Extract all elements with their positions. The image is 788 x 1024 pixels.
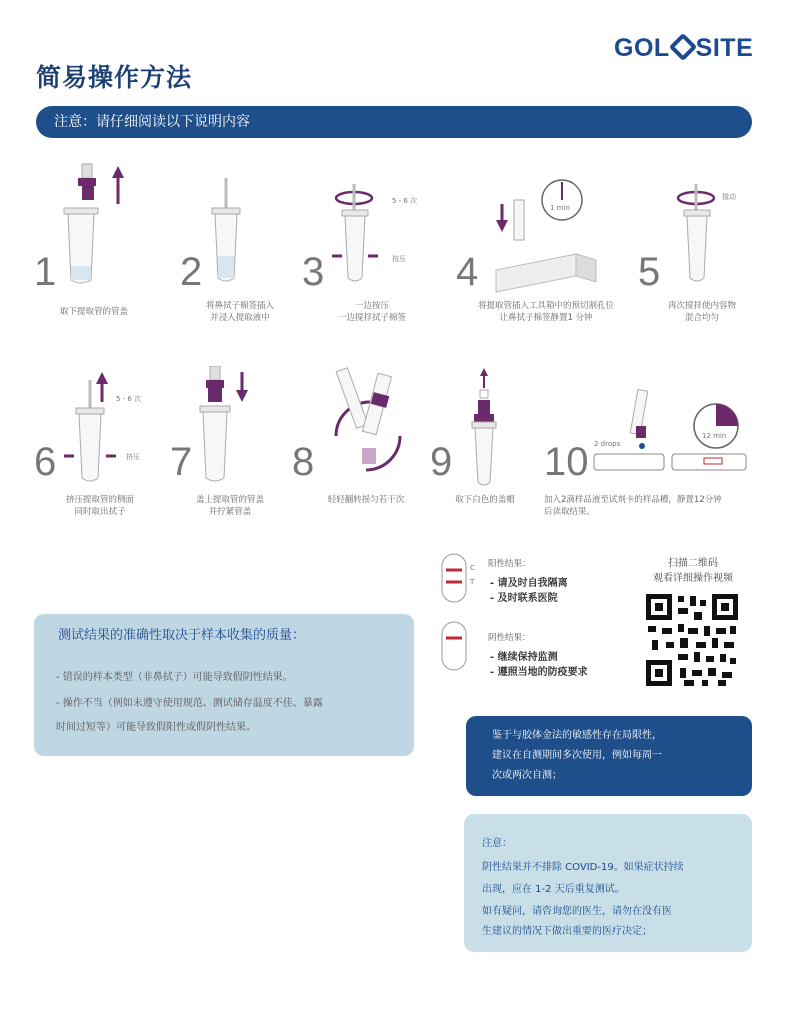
step-6 xyxy=(30,366,180,546)
caution-line: 出现，应在 1-2 天后重复测试。 xyxy=(482,884,625,895)
notice-banner: 注意：请仔细阅读以下说明内容 xyxy=(36,106,752,138)
step-number: 7 xyxy=(170,440,193,484)
positive-label: 阳性结果： xyxy=(488,559,531,569)
step-caption: 将鼻拭子棉签插入 并浸入提取液中 xyxy=(205,301,274,323)
qr-caption: 扫描二维码 观看详细操作视频 xyxy=(653,558,733,584)
result-cassette-illustrations xyxy=(436,552,475,672)
caution-line: 生建议的情况下做出重要的医疗决定； xyxy=(482,926,652,937)
step-5 xyxy=(636,160,766,340)
accuracy-info-box xyxy=(34,614,414,756)
step-caption: 再次搅拌使内容物 混合均匀 xyxy=(667,301,736,323)
step-number: 9 xyxy=(430,440,453,484)
step-caption: 轻轻翻转摇匀若干次 xyxy=(327,495,405,505)
sensitivity-info-box xyxy=(466,716,752,796)
accuracy-line: 时间过短等）可能导致假阳性或假阴性结果。 xyxy=(56,722,256,733)
step-8 xyxy=(290,366,440,546)
step-note-drops: 2 drops xyxy=(594,440,621,448)
step-4 xyxy=(456,160,636,340)
marker-t: T xyxy=(470,578,475,586)
positive-item: - 及时联系医院 xyxy=(490,593,558,604)
logo-text-left: GOL xyxy=(614,34,670,62)
step-number: 6 xyxy=(34,440,57,484)
step-number: 1 xyxy=(34,250,57,294)
negative-item: - 遵照当地的防疫要求 xyxy=(490,667,588,678)
negative-label: 阴性结果： xyxy=(488,633,531,643)
step-10 xyxy=(544,366,764,546)
step-note-timer: 12 min xyxy=(702,432,727,440)
page-title: 简易操作方法 xyxy=(36,63,193,92)
accuracy-line: - 操作不当（例如未遵守使用规范、测试储存温度不佳、暴露 xyxy=(56,698,323,709)
logo-text-right: SITE xyxy=(695,34,754,62)
step-number: 4 xyxy=(456,250,479,294)
step-note-timer: 1 min xyxy=(550,204,570,212)
step-3-illustration xyxy=(302,160,452,300)
sensitivity-line: 鉴于与胶体金法的敏感性存在局限性， xyxy=(492,730,662,741)
step-caption: 取下提取管的管盖 xyxy=(59,307,128,317)
step-number: 2 xyxy=(180,250,203,294)
accuracy-line: - 错误的样本类型（非鼻拭子）可能导致假阴性结果。 xyxy=(56,672,293,683)
marker-c: C xyxy=(470,564,475,572)
negative-item: - 继续保持监测 xyxy=(490,652,558,663)
step-number: 5 xyxy=(638,250,661,294)
sensitivity-line: 次或两次自测； xyxy=(492,770,562,781)
step-caption: 一边按压 一边搅拌拭子棉签 xyxy=(337,301,406,323)
step-note-count: 5 - 6 次 xyxy=(116,395,142,403)
step-note-press: 按压 xyxy=(392,255,406,263)
step-number: 10 xyxy=(544,440,589,484)
step-9 xyxy=(430,366,540,546)
step-number: 3 xyxy=(302,250,325,294)
step-note-count: 5 - 6 次 xyxy=(392,197,418,205)
step-caption: 加入2滴样品液至试剂卡的样品槽，静置12分钟 后读取结果。 xyxy=(544,495,722,517)
step-4-illustration xyxy=(456,160,636,300)
sensitivity-line: 建议在自测期间多次使用，例如每周一 xyxy=(492,750,662,761)
step-number: 8 xyxy=(292,440,315,484)
brand-logo xyxy=(614,34,753,63)
logo-diamond-icon xyxy=(669,33,697,61)
step-1 xyxy=(34,160,184,340)
caution-line: 阴性结果并不排除 COVID-19。如果症状持续 xyxy=(482,862,684,873)
step-note-squeeze: 挤压 xyxy=(126,453,140,461)
step-caption: 取下白色的盖帽 xyxy=(455,495,515,505)
qr-code-icon[interactable] xyxy=(644,592,740,688)
accuracy-title: 测试结果的准确性取决于样本收集的质量： xyxy=(58,628,306,643)
caution-info-box xyxy=(464,814,752,952)
step-caption: 盖上提取管的管盖 并拧紧管盖 xyxy=(195,495,264,517)
step-3 xyxy=(302,160,452,340)
caution-line: 如有疑问，请咨询您的医生，请勿在没有医 xyxy=(482,906,672,917)
step-caption: 将提取管插入工具箱中的预切割孔位 让鼻拭子棉签静置1 分钟 xyxy=(477,301,614,323)
positive-item: - 请及时自我隔离 xyxy=(490,578,568,589)
step-note-stir: 搅动 xyxy=(722,193,736,201)
step-caption: 挤压提取管的侧面 同时取出拭子 xyxy=(65,495,134,517)
step-1-illustration xyxy=(34,160,184,300)
caution-heading: 注意： xyxy=(482,838,512,849)
